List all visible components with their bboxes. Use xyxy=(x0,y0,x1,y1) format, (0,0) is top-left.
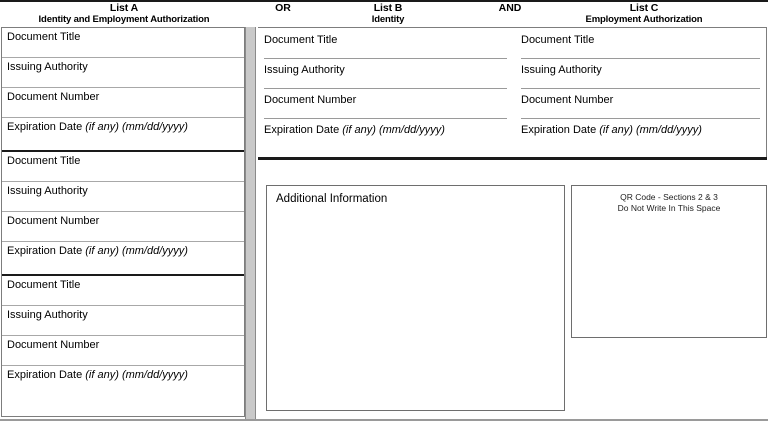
list-b-field-row[interactable] xyxy=(264,88,513,118)
field-underline xyxy=(264,58,507,59)
field-underline xyxy=(264,88,507,89)
qr-code-line-2: Do Not Write In This Space xyxy=(617,203,721,213)
field-label: Document Title xyxy=(7,279,81,291)
field-label: Document Title xyxy=(7,31,81,43)
list-a-field-row[interactable] xyxy=(2,336,244,366)
list-a-field-row[interactable] xyxy=(2,306,244,336)
list-b-subtitle: Identity xyxy=(371,14,405,25)
conjunction-or-label: OR xyxy=(275,2,291,14)
list-a-document-group xyxy=(2,28,244,150)
list-a-field-row[interactable] xyxy=(2,58,244,88)
list-a-title: List A xyxy=(109,2,139,14)
list-a-field-row[interactable] xyxy=(2,182,244,212)
field-label: Expiration Date (if any) (mm/dd/yyyy) xyxy=(264,124,445,136)
list-a-field-row[interactable] xyxy=(2,118,244,150)
field-label: Issuing Authority xyxy=(521,64,602,76)
field-label: Document Number xyxy=(521,94,614,106)
field-label: Document Number xyxy=(7,339,100,351)
additional-information-box[interactable] xyxy=(266,185,565,411)
field-label: Document Number xyxy=(264,94,357,106)
list-c-field-row[interactable] xyxy=(521,28,766,58)
list-a-field-row[interactable] xyxy=(2,242,244,274)
additional-information-label: Additional Information xyxy=(276,193,388,205)
field-label: Expiration Date (if any) (mm/dd/yyyy) xyxy=(521,124,702,136)
field-label: Document Title xyxy=(521,34,595,46)
field-label: Document Title xyxy=(264,34,338,46)
list-c-field-row[interactable] xyxy=(521,58,766,88)
list-a-document-group xyxy=(2,274,244,398)
field-underline xyxy=(521,58,760,59)
list-a-subtitle: Identity and Employment Authorization xyxy=(38,14,210,25)
field-label: Document Title xyxy=(7,155,81,167)
column-headers xyxy=(0,2,768,27)
field-label: Expiration Date (if any) (mm/dd/yyyy) xyxy=(7,121,188,133)
list-a-field-row[interactable] xyxy=(2,88,244,118)
list-a-field-row[interactable] xyxy=(2,212,244,242)
field-label: Expiration Date (if any) (mm/dd/yyyy) xyxy=(7,369,188,381)
list-a-column xyxy=(1,27,245,417)
list-b-title: List B xyxy=(373,2,403,14)
list-b-field-row[interactable] xyxy=(264,118,513,148)
list-c-column xyxy=(513,27,767,158)
field-underline xyxy=(521,118,760,119)
list-b-field-row[interactable] xyxy=(264,28,513,58)
conjunction-and-label: AND xyxy=(498,2,522,14)
list-a-document-group xyxy=(2,150,244,274)
column-separator-bar xyxy=(245,27,256,421)
field-label: Issuing Authority xyxy=(7,61,88,73)
list-c-field-row[interactable] xyxy=(521,88,766,118)
list-a-field-row[interactable] xyxy=(2,366,244,398)
qr-code-reserved-box xyxy=(571,185,767,338)
field-label: Issuing Authority xyxy=(7,185,88,197)
list-a-field-row[interactable] xyxy=(2,276,244,306)
list-c-subtitle: Employment Authorization xyxy=(585,14,703,25)
field-underline xyxy=(521,88,760,89)
field-label: Issuing Authority xyxy=(7,309,88,321)
list-a-field-row[interactable] xyxy=(2,152,244,182)
field-label: Document Number xyxy=(7,91,100,103)
field-label: Expiration Date (if any) (mm/dd/yyyy) xyxy=(7,245,188,257)
list-a-field-row[interactable] xyxy=(2,28,244,58)
qr-code-line-1: QR Code - Sections 2 & 3 xyxy=(620,192,718,202)
field-underline xyxy=(264,118,507,119)
section-divider-rule xyxy=(258,157,767,160)
list-c-title: List C xyxy=(629,2,659,14)
list-b-field-row[interactable] xyxy=(264,58,513,88)
field-label: Document Number xyxy=(7,215,100,227)
field-label: Issuing Authority xyxy=(264,64,345,76)
list-b-column xyxy=(258,27,513,158)
list-c-field-row[interactable] xyxy=(521,118,766,148)
